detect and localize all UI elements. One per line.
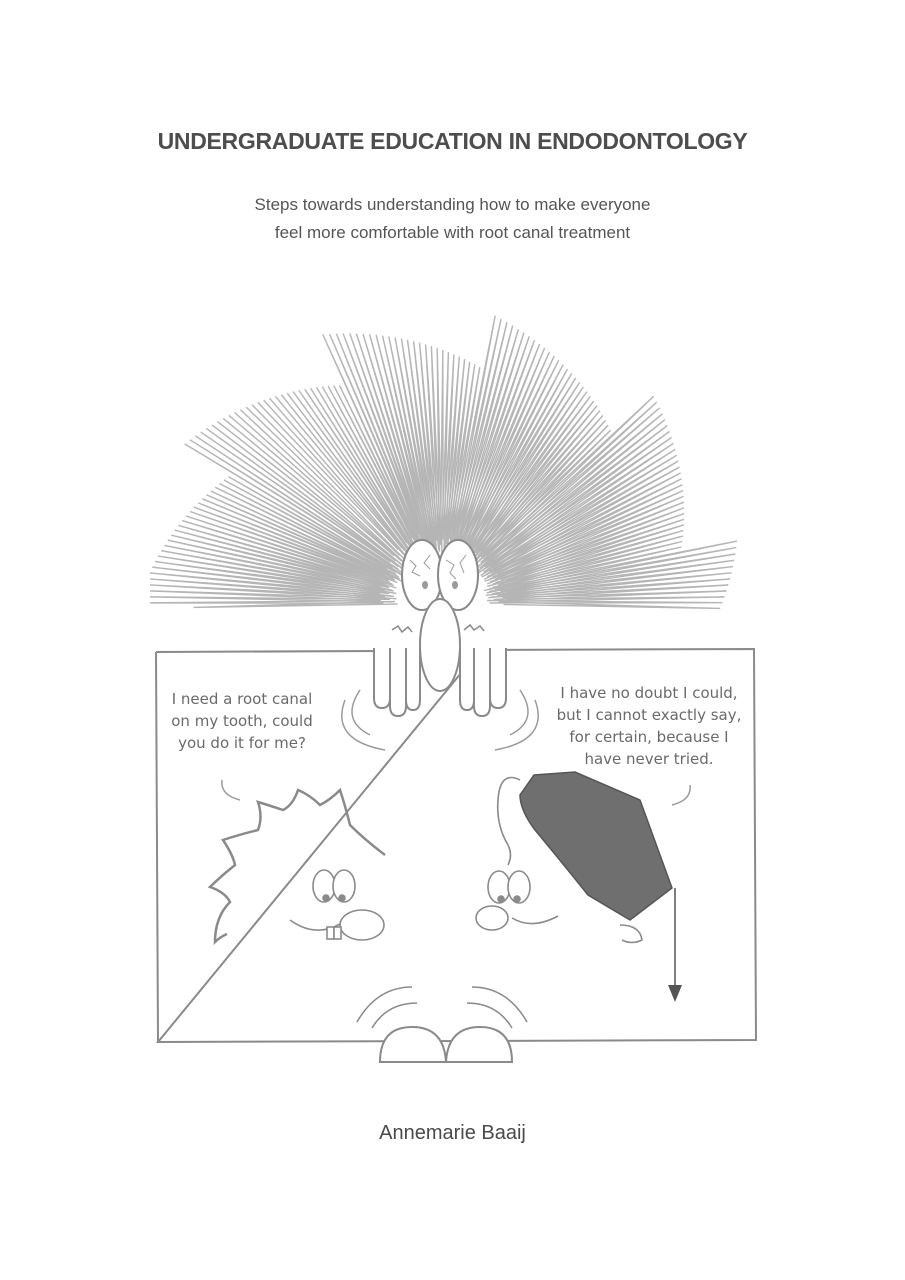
speech-right-line-4: have never tried. [584,750,714,768]
spiky-character-face [290,870,384,940]
speech-bubble-right [548,682,750,770]
speech-bubble-left [156,688,328,754]
speech-right-line-3: for certain, because I [569,728,729,746]
speech-right-line-1: I have no doubt I could, [560,684,738,702]
subtitle-line-2: feel more comfortable with root canal treatment [274,223,631,242]
speech-left-line-1: I need a root canal [171,690,313,708]
subtitle-line-1: Steps towards understanding how to make everyone [254,195,651,214]
speech-right-line-2: but I cannot exactly say, [556,706,742,724]
author-name: Annemarie Baaij [379,1122,526,1144]
cover-subtitle [0,191,905,247]
nose [420,599,460,691]
speech-left-line-2: on my tooth, could [171,712,313,730]
cover-title: UNDERGRADUATE EDUCATION IN ENDODONTOLOGY [157,128,748,154]
graduation-cap [520,772,682,1002]
hair-stroke [190,440,393,568]
speech-left-line-3: you do it for me? [178,734,306,752]
bottom-character [357,987,527,1062]
